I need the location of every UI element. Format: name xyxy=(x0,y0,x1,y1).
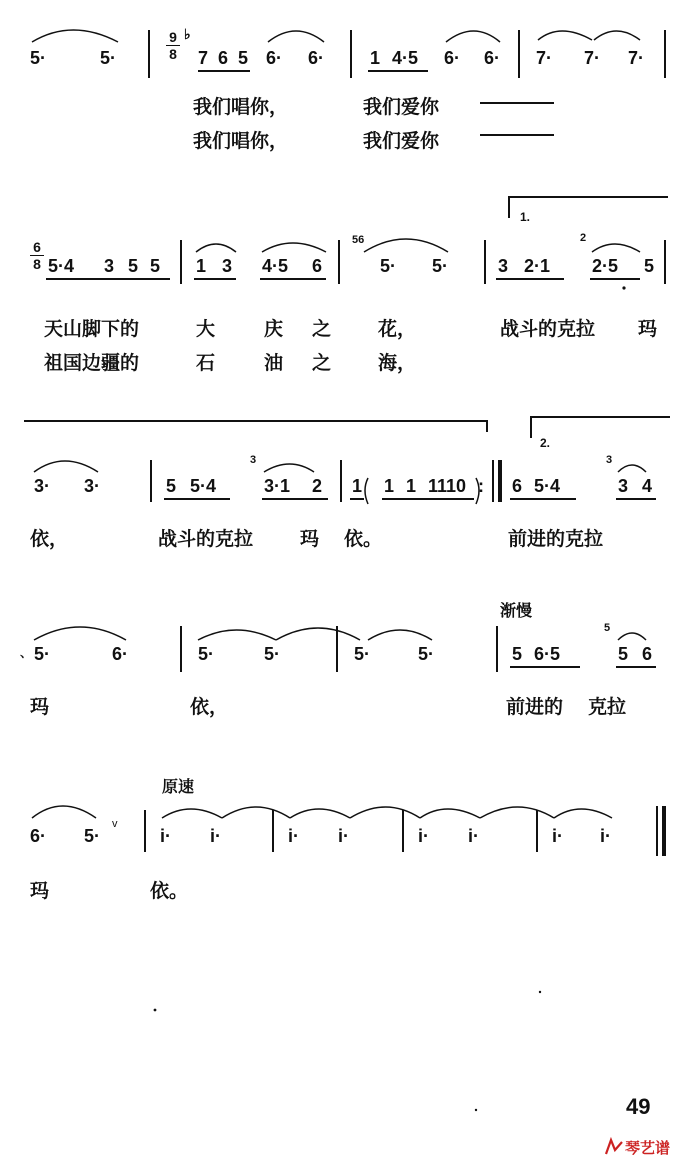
lyric: 大 xyxy=(196,318,216,340)
lyric: 庆 xyxy=(264,318,284,340)
note: 6 xyxy=(312,256,323,276)
note: 7 xyxy=(198,48,209,68)
slur xyxy=(618,633,646,640)
note: 1 xyxy=(406,476,417,496)
note: 5· xyxy=(198,644,215,664)
slur xyxy=(196,244,236,252)
lyric: 花， xyxy=(378,318,417,340)
note: 3 xyxy=(618,476,629,496)
lyric: 玛 xyxy=(30,696,50,718)
slur xyxy=(480,807,554,818)
note: 5 xyxy=(644,256,655,276)
note: 3·1 xyxy=(264,476,291,496)
lyric: 玛 xyxy=(300,528,320,550)
tempo-marking: 原速 xyxy=(162,777,195,796)
slur xyxy=(554,809,612,818)
note: 6· xyxy=(266,48,283,68)
grace-note: 3 xyxy=(250,454,257,466)
note: 5 xyxy=(512,644,523,664)
note: 3· xyxy=(34,476,51,496)
dot xyxy=(622,286,625,289)
note: 5· xyxy=(418,644,435,664)
tick-mark: 、 xyxy=(20,646,33,660)
slur xyxy=(538,31,592,40)
speck xyxy=(475,1109,477,1111)
note: 5 xyxy=(128,256,139,276)
lyric: 之 xyxy=(312,318,332,340)
note: 5·4 xyxy=(48,256,75,276)
note: 5·4 xyxy=(534,476,561,496)
speck xyxy=(154,1009,157,1012)
time-sig-top: 6 xyxy=(33,239,41,255)
note: i· xyxy=(552,826,563,846)
note: 2·1 xyxy=(524,256,551,276)
slur xyxy=(446,31,500,42)
note: 6· xyxy=(484,48,501,68)
lyric: 克拉 xyxy=(588,696,627,718)
note: 5· xyxy=(84,826,101,846)
grace-note: 2 xyxy=(580,232,587,244)
lyric: 我们爱你 xyxy=(363,130,440,152)
note: 7· xyxy=(584,48,601,68)
slur xyxy=(262,243,326,252)
slur xyxy=(290,809,350,818)
slur xyxy=(592,244,640,252)
note: 5· xyxy=(30,48,47,68)
note: i· xyxy=(418,826,429,846)
note: 4·5 xyxy=(392,48,419,68)
bracket xyxy=(365,478,368,504)
lyric: 依。 xyxy=(150,880,189,902)
slur xyxy=(198,630,276,640)
slur xyxy=(350,807,420,818)
lyric: 之 xyxy=(312,352,332,374)
note: 6 xyxy=(218,48,229,68)
note: 4·5 xyxy=(262,256,289,276)
slur xyxy=(420,809,480,818)
volta-number: 1. xyxy=(520,210,531,224)
note: i· xyxy=(468,826,479,846)
note: 5· xyxy=(264,644,281,664)
note: i· xyxy=(288,826,299,846)
note: 6· xyxy=(30,826,47,846)
slur xyxy=(268,31,324,42)
lyric: 战斗的克拉 xyxy=(500,318,596,340)
note: 5 xyxy=(166,476,177,496)
note: 2·5 xyxy=(592,256,619,276)
repeat-sign: : xyxy=(478,476,484,496)
lyric: 我们唱你， xyxy=(193,130,289,152)
note: 1 xyxy=(370,48,381,68)
time-sig-bottom: 8 xyxy=(33,256,41,272)
lyric: 战斗的克拉 xyxy=(158,528,254,550)
time-sig-bottom: 8 xyxy=(169,46,177,62)
note: 1 xyxy=(384,476,395,496)
breath-mark: v xyxy=(112,818,118,830)
note: 5 xyxy=(238,48,249,68)
note: 3 xyxy=(498,256,509,276)
note: i· xyxy=(338,826,349,846)
note: 1110 xyxy=(428,476,467,496)
note: 7· xyxy=(628,48,645,68)
bracket xyxy=(476,478,479,504)
slur xyxy=(368,630,432,640)
note: 6· xyxy=(308,48,325,68)
slur xyxy=(34,627,126,640)
lyric: 石 xyxy=(196,352,216,374)
slur xyxy=(32,30,118,42)
grace-note: 56 xyxy=(352,234,365,246)
slur xyxy=(162,809,222,818)
lyric: 祖国边疆的 xyxy=(44,352,140,374)
note: 5 xyxy=(618,644,629,664)
slur xyxy=(264,464,314,472)
note: 3 xyxy=(104,256,115,276)
note: 5 xyxy=(150,256,161,276)
slur xyxy=(32,806,96,818)
note: 5·4 xyxy=(190,476,217,496)
note: 3 xyxy=(222,256,233,276)
slur xyxy=(276,628,360,640)
grace-note: 5 xyxy=(604,622,611,634)
note: 3· xyxy=(84,476,101,496)
slur xyxy=(364,239,448,252)
note: 5· xyxy=(34,644,51,664)
note: 5· xyxy=(100,48,117,68)
volta-number: 2. xyxy=(540,436,551,450)
lyric: 依， xyxy=(190,696,229,718)
lyric: 玛 xyxy=(30,880,50,902)
brand-text: 琴艺谱 xyxy=(625,1139,671,1157)
lyric: 前进的 xyxy=(506,696,564,718)
note: 4 xyxy=(642,476,653,496)
note: 6· xyxy=(112,644,129,664)
note: i· xyxy=(160,826,171,846)
note: 2 xyxy=(312,476,323,496)
note: 1 xyxy=(196,256,207,276)
slur xyxy=(34,461,98,472)
brand-logo xyxy=(603,1135,693,1159)
lyric: 油 xyxy=(264,352,284,374)
lyric: 依， xyxy=(30,528,69,550)
page-number: 49 xyxy=(626,1094,651,1119)
note: 7· xyxy=(536,48,553,68)
note: 6 xyxy=(512,476,523,496)
slur xyxy=(222,807,290,818)
note: 6 xyxy=(642,644,653,664)
note: i· xyxy=(210,826,221,846)
logo-icon xyxy=(603,1136,625,1158)
flat-sign: ♭ xyxy=(184,26,191,42)
time-sig-top: 9 xyxy=(169,29,177,45)
lyric: 前进的克拉 xyxy=(508,528,604,550)
note: 5· xyxy=(380,256,397,276)
note: 5· xyxy=(354,644,371,664)
slur xyxy=(594,31,640,40)
note: 6·5 xyxy=(534,644,561,664)
grace-note: 3 xyxy=(606,454,613,466)
lyric: 天山脚下的 xyxy=(44,318,140,340)
lyric: 玛 xyxy=(638,318,658,340)
lyric: 我们唱你， xyxy=(193,96,289,118)
lyric: 海， xyxy=(378,352,417,374)
lyric: 我们爱你 xyxy=(363,96,440,118)
speck xyxy=(539,991,541,993)
note: i· xyxy=(600,826,611,846)
note: 6· xyxy=(444,48,461,68)
slur xyxy=(618,465,646,472)
tempo-marking: 渐慢 xyxy=(500,601,533,620)
lyric: 依。 xyxy=(344,528,383,550)
note: 1 xyxy=(352,476,363,496)
note: 5· xyxy=(432,256,449,276)
